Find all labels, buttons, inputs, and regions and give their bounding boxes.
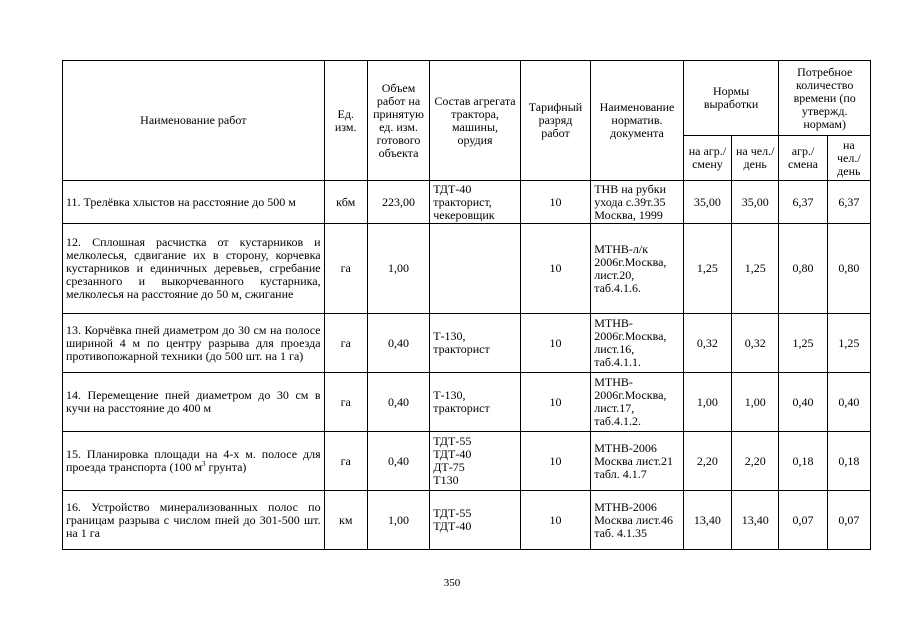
- document-cell: ТНВ на рубки ухода с.39т.35 Москва, 1999: [591, 181, 684, 224]
- grade-cell: 10: [520, 491, 590, 550]
- composition-cell: [430, 224, 521, 314]
- composition-line: Т-130,: [433, 388, 466, 402]
- grade-cell: 10: [520, 314, 590, 373]
- norm-person-cell: 0,32: [732, 314, 779, 373]
- norm-agr-cell: 13,40: [683, 491, 731, 550]
- composition-line: ТДТ-40: [433, 447, 472, 461]
- unit-cell: км: [324, 491, 367, 550]
- composition-line: ТДТ-40: [433, 181, 472, 196]
- table-row: [63, 181, 871, 224]
- unit-cell: кбм: [324, 181, 367, 224]
- composition-line: чекеровщик: [433, 207, 495, 222]
- work-name: 13. Корчёвка пней диаметром до 30 см на полосе шириной 4 м по центру разрыва для проезда противопожарной техники (до 500 шт. на 1 га): [63, 314, 325, 373]
- header-volume: Объем работ на принятую ед. изм. готового объекта: [367, 61, 429, 181]
- document-cell: МТНВ-л/к 2006г.Москва, лист.20, таб.4.1.6.: [591, 224, 684, 314]
- table-row: [63, 224, 871, 314]
- unit-cell: га: [324, 224, 367, 314]
- grade-cell: 10: [520, 181, 590, 224]
- norm-person-cell: 1,25: [732, 224, 779, 314]
- norm-agr-cell: 0,32: [683, 314, 731, 373]
- time-person-cell: 0,80: [827, 224, 870, 314]
- time-person-cell: 0,07: [827, 491, 870, 550]
- time-agr-cell: 6,37: [779, 181, 827, 224]
- header-unit: Ед. изм.: [324, 61, 367, 181]
- volume-cell: 223,00: [367, 181, 429, 224]
- norm-person-cell: 35,00: [732, 181, 779, 224]
- composition-cell: [430, 314, 521, 373]
- time-person-cell: 1,25: [827, 314, 870, 373]
- composition-line: ДТ-75: [433, 460, 465, 474]
- norm-person-cell: 2,20: [732, 432, 779, 491]
- composition-line: Т130: [433, 473, 459, 487]
- grade-cell: 10: [520, 432, 590, 491]
- header-grade: Тарифный разряд работ: [520, 61, 590, 181]
- composition-line: тракторист: [433, 342, 490, 356]
- work-name-text: 15. Планировка площади на 4-х м. полосе для проезда транспорта (100 м: [66, 447, 321, 474]
- header-composition: Состав агрегата трактора, машины, орудия: [430, 61, 521, 181]
- composition-line: ТДТ-40: [433, 519, 472, 533]
- work-name: [63, 432, 325, 491]
- time-person-cell: 0,40: [827, 373, 870, 432]
- document-cell: МТНВ-2006 Москва лист.46 таб. 4.1.35: [591, 491, 684, 550]
- page-number: 350: [443, 577, 461, 589]
- norm-agr-cell: 1,00: [683, 373, 731, 432]
- header-norms-person: на чел./ день: [732, 136, 779, 181]
- header-work-name: Наименование работ: [63, 61, 325, 181]
- composition-line: Т-130,: [433, 329, 466, 343]
- document-cell: МТНВ- 2006г.Москва, лист.17, таб.4.1.2.: [591, 373, 684, 432]
- time-agr-cell: 1,25: [779, 314, 827, 373]
- composition-line: тракторист,: [433, 194, 492, 209]
- header-norms: Нормы выработки: [683, 61, 779, 136]
- time-agr-cell: 0,18: [779, 432, 827, 491]
- table-row: [63, 373, 871, 432]
- composition-cell: [430, 181, 521, 224]
- norm-person-cell: 1,00: [732, 373, 779, 432]
- composition-line: ТДТ-55: [433, 434, 472, 448]
- work-name: 12. Сплошная расчистка от кустарников и мелколесья, сдвигание их в сторону, корчевка кустарников и единичных деревьев, сгребание срезанного и выкорчеванного кустарника, мелколесья на расстояние до 50 м, сжигание: [63, 224, 325, 314]
- composition-cell: [430, 373, 521, 432]
- work-name: 11. Трелёвка хлыстов на расстояние до 500 м: [63, 181, 325, 224]
- work-norms-table: [62, 60, 871, 550]
- document-cell: МТНВ-2006 Москва лист.21 табл. 4.1.7: [591, 432, 684, 491]
- work-name-text-end: грунта): [205, 460, 247, 474]
- header-document: Наименование норматив. документа: [591, 61, 684, 181]
- norm-agr-cell: 1,25: [683, 224, 731, 314]
- unit-cell: га: [324, 373, 367, 432]
- volume-cell: 0,40: [367, 314, 429, 373]
- grade-cell: 10: [520, 373, 590, 432]
- composition-line: ТДТ-55: [433, 506, 472, 520]
- norm-agr-cell: 35,00: [683, 181, 731, 224]
- unit-cell: га: [324, 432, 367, 491]
- volume-cell: 1,00: [367, 224, 429, 314]
- composition-cell: [430, 432, 521, 491]
- superscript-exponent: 3: [202, 460, 206, 468]
- time-agr-cell: 0,80: [779, 224, 827, 314]
- document-cell: МТНВ- 2006г.Москва, лист.16, таб.4.1.1.: [591, 314, 684, 373]
- composition-cell: [430, 491, 521, 550]
- unit-cell: га: [324, 314, 367, 373]
- composition-line: тракторист: [433, 401, 490, 415]
- header-norms-agr: на агр./ смену: [683, 136, 731, 181]
- volume-cell: 0,40: [367, 432, 429, 491]
- table-row: [63, 314, 871, 373]
- table-row: [63, 432, 871, 491]
- header-time-agr: агр./ смена: [779, 136, 827, 181]
- volume-cell: 1,00: [367, 491, 429, 550]
- norm-person-cell: 13,40: [732, 491, 779, 550]
- time-agr-cell: 0,07: [779, 491, 827, 550]
- volume-cell: 0,40: [367, 373, 429, 432]
- header-time: Потребное количество времени (по утвержд. нормам): [779, 61, 871, 136]
- time-agr-cell: 0,40: [779, 373, 827, 432]
- time-person-cell: 0,18: [827, 432, 870, 491]
- time-person-cell: 6,37: [827, 181, 870, 224]
- work-name: 16. Устройство минерализованных полос по границам разрыва с числом пней до 301-500 шт. на 1 га: [63, 491, 325, 550]
- work-name: 14. Перемещение пней диаметром до 30 см в кучи на расстояние до 400 м: [63, 373, 325, 432]
- norm-agr-cell: 2,20: [683, 432, 731, 491]
- table-row: [63, 491, 871, 550]
- grade-cell: 10: [520, 224, 590, 314]
- header-time-person: на чел./ день: [827, 136, 870, 181]
